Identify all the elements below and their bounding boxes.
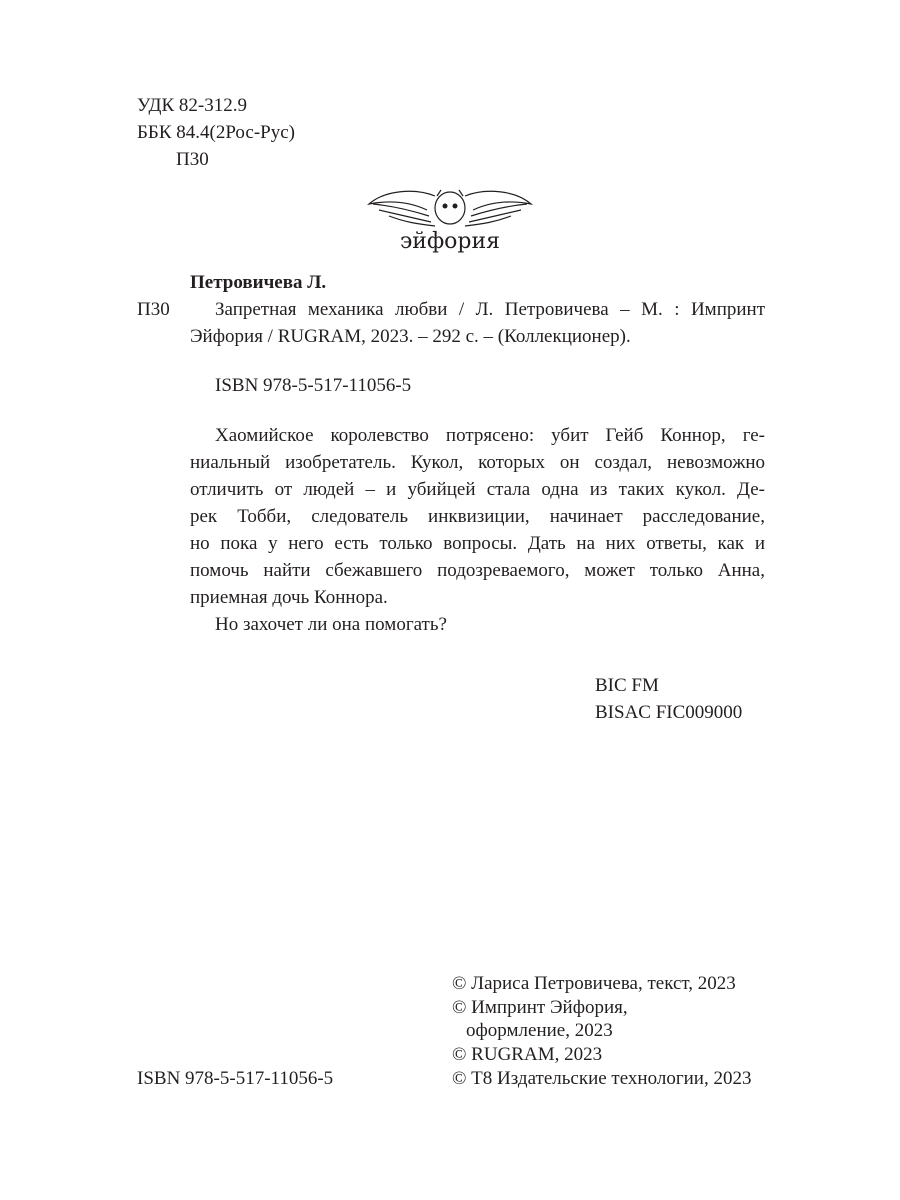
bisac-code: BISAC FIC009000 — [595, 702, 743, 723]
annotation-line: но пока у него есть только вопросы. Дать на них ответы, как и — [190, 533, 765, 554]
owl-wings-logo-icon — [365, 182, 535, 254]
copyright-line: © Лариса Петровичева, текст, 2023 — [452, 973, 736, 994]
isbn-bottom: ISBN 978-5-517-11056-5 — [137, 1068, 334, 1089]
copyright-line: © Т8 Издательские технологии, 2023 — [452, 1068, 752, 1089]
annotation-line: ниальный изобретатель. Кукол, которых он создал, невозможно — [190, 452, 765, 473]
bbk-code: ББК 84.4(2Рос-Рус) — [137, 122, 295, 143]
record-line: Запретная механика любви / Л. Петровичева – М. : Импринт — [215, 299, 765, 320]
copyright-line: оформление, 2023 — [466, 1020, 613, 1041]
annotation-line: помочь найти сбежавшего подозреваемого, может только Анна, — [190, 560, 765, 581]
publisher-logo — [365, 182, 535, 254]
copyright-line: © RUGRAM, 2023 — [452, 1044, 603, 1065]
bic-code: BIC FM — [595, 675, 659, 696]
udk-code: УДК 82-312.9 — [137, 95, 247, 116]
record-isbn: ISBN 978-5-517-11056-5 — [215, 375, 412, 396]
author-name: Петровичева Л. — [190, 272, 327, 293]
logo-text: эйфория — [399, 229, 501, 254]
annotation-question: Но захочет ли она помогать? — [215, 614, 447, 635]
annotation-line: приемная дочь Коннора. — [190, 587, 388, 608]
record-mark: П30 — [137, 299, 170, 320]
annotation-line: отличить от людей – и убийцей стала одна из таких кукол. Де- — [190, 479, 765, 500]
annotation-line: рек Тобби, следователь инквизиции, начинает расследование, — [190, 506, 765, 527]
annotation-line: Хаомийское королевство потрясено: убит Гейб Коннор, ге- — [215, 425, 765, 446]
record-line: Эйфория / RUGRAM, 2023. – 292 с. – (Коллекционер). — [190, 326, 631, 347]
copyright-line: © Импринт Эйфория, — [452, 997, 628, 1018]
author-mark: П30 — [176, 149, 209, 170]
